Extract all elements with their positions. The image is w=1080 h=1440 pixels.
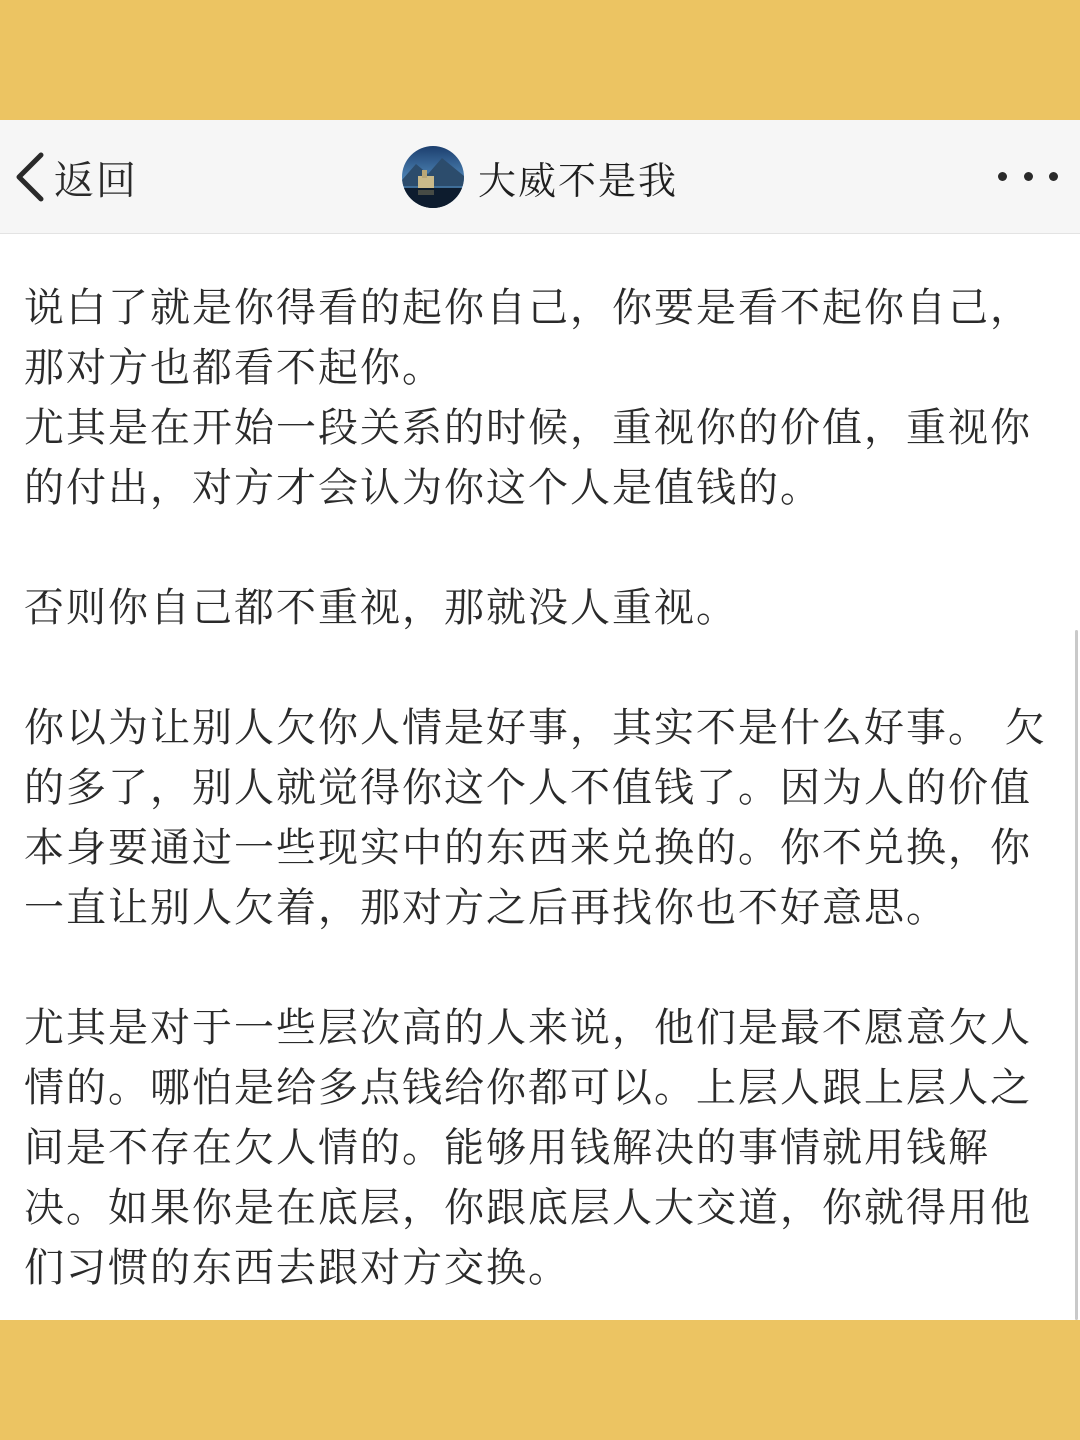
top-background-band (0, 0, 1080, 120)
paragraph-line: 那对方也都看不起你。 (24, 345, 444, 391)
post-card (0, 120, 1080, 1320)
paragraph-line: 否则你自己都不重视，那就没人重视。 (24, 585, 738, 631)
paragraph-line: 决。如果你是在底层，你跟底层人大交道，你就得用他 (24, 1185, 1032, 1231)
post-paragraph (24, 698, 1054, 938)
paragraph-line: 你以为让别人欠你人情是好事，其实不是什么好事。 欠 (24, 705, 1047, 751)
post-paragraph (24, 278, 1054, 518)
paragraph-line: 尤其是在开始一段关系的时候，重视你的价值，重视你 (24, 405, 1032, 451)
paragraph-line: 情的。哪怕是给多点钱给你都可以。上层人跟上层人之 (24, 1065, 1032, 1111)
chevron-left-icon (14, 148, 50, 206)
back-label: 返回 (54, 157, 138, 204)
post-paragraph (24, 998, 1054, 1298)
bottom-background-band (0, 1320, 1080, 1440)
scrollbar[interactable] (1075, 630, 1078, 1320)
paragraph-line: 一直让别人欠着，那对方之后再找你也不好意思。 (24, 885, 948, 931)
post-body (24, 278, 1054, 1298)
paragraph-line: 们习惯的东西去跟对方交换。 (24, 1245, 570, 1291)
paragraph-line: 间是不存在欠人情的。能够用钱解决的事情就用钱解 (24, 1125, 990, 1171)
paragraph-line: 的多了，别人就觉得你这个人不值钱了。因为人的价值 (24, 765, 1032, 811)
post-paragraph (24, 578, 1054, 638)
paragraph-line: 本身要通过一些现实中的东西来兑换的。你不兑换，你 (24, 825, 1032, 871)
author-profile[interactable] (402, 145, 678, 209)
back-button[interactable] (14, 148, 138, 206)
more-options-button[interactable] (998, 156, 1058, 196)
avatar[interactable] (402, 146, 464, 208)
paragraph-line: 的付出，对方才会认为你这个人是值钱的。 (24, 465, 822, 511)
more-dot-icon (998, 172, 1007, 181)
more-dot-icon (1024, 172, 1033, 181)
author-username[interactable]: 大威不是我 (478, 158, 679, 203)
paragraph-line: 尤其是对于一些层次高的人来说，他们是最不愿意欠人 (24, 1005, 1032, 1051)
paragraph-line: 说白了就是你得看的起你自己，你要是看不起你自己， (24, 285, 1032, 331)
more-dot-icon (1049, 172, 1058, 181)
navigation-bar (0, 120, 1080, 234)
